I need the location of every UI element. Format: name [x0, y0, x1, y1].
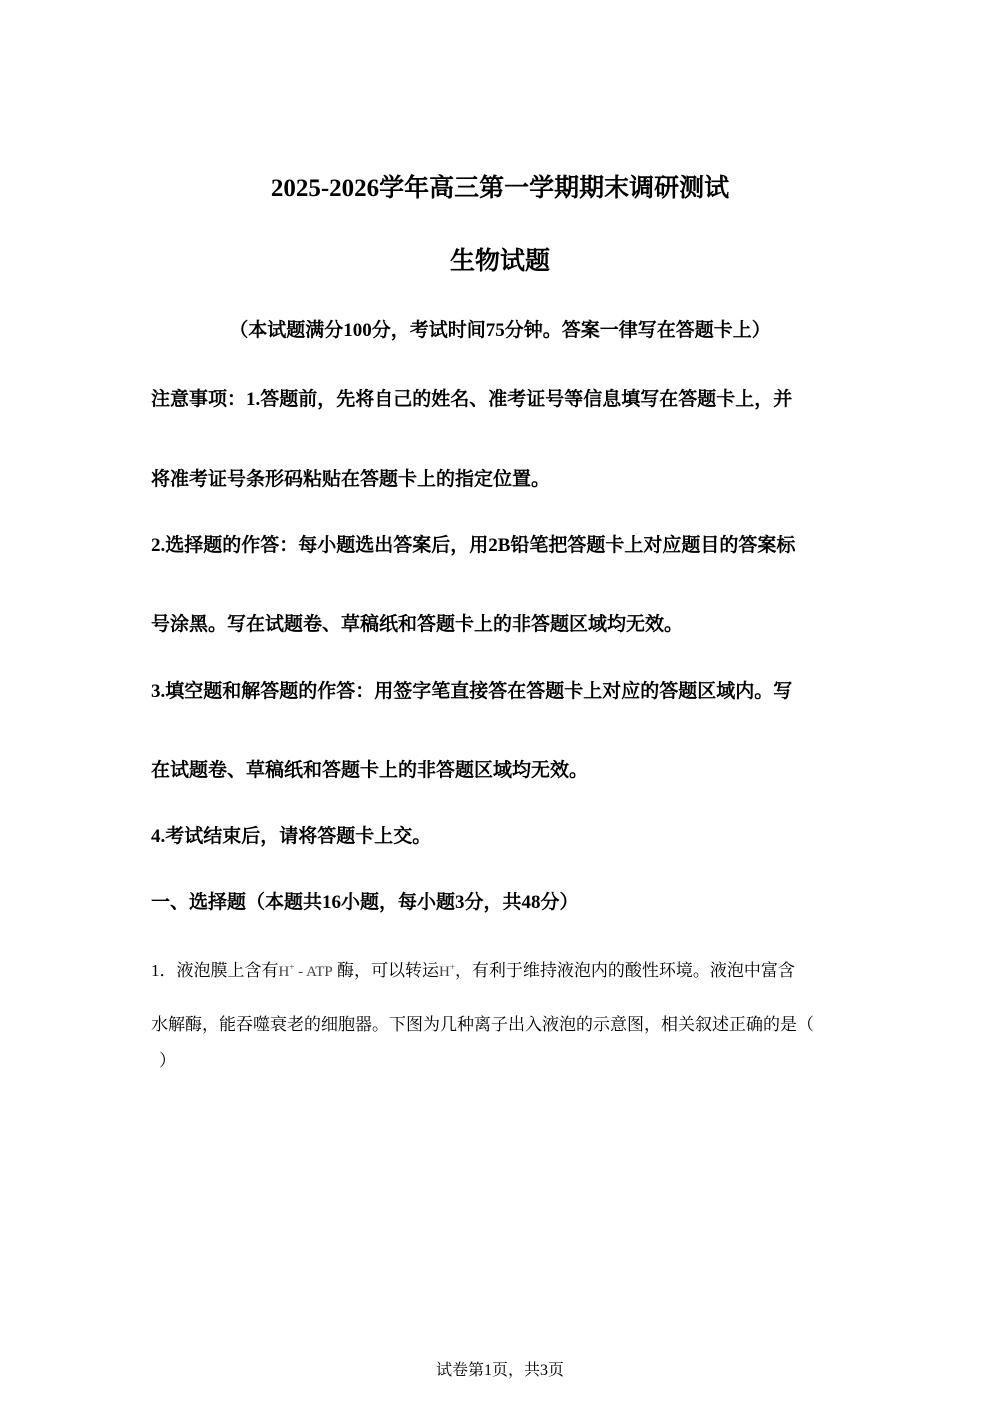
- notice-4: 4.考试结束后，请将答题卡上交。: [151, 826, 432, 847]
- question-1-text-c: ，有利于维持液泡内的酸性环境。液泡中富含: [454, 961, 795, 980]
- question-1-line-1: [151, 956, 795, 981]
- question-1-line-3: ）: [159, 1051, 176, 1070]
- notice-3-line-1: 3.填空题和解答题的作答：用签字笔直接答在答题卡上对应的答题区域内。写: [151, 681, 793, 702]
- notice-3-line-2: 在试题卷、草稿纸和答题卡上的非答题区域均无效。: [151, 760, 589, 781]
- subject-title: 生物试题: [449, 248, 550, 275]
- notice-2-line-1: 2.选择题的作答：每小题选出答案后，用2B铅笔把答题卡上对应题目的答案标: [151, 535, 796, 556]
- hydrogen-ion-label: H+ - ATP: [278, 962, 333, 980]
- notice-1-line-1: 注意事项：1.答题前，先将自己的姓名、准考证号等信息填写在答题卡上，并: [151, 389, 793, 410]
- exam-subtitle: （本试题满分100分，考试时间75分钟。答案一律写在答题卡上）: [229, 320, 771, 341]
- question-1-line-2: 水解酶，能吞噬衰老的细胞器。下图为几种离子出入液泡的示意图，相关叙述正确的是（: [151, 1015, 814, 1034]
- section-heading: 一、选择题（本题共16小题，每小题3分，共48分）: [151, 892, 579, 913]
- question-1-text-b: 酶，可以转运: [332, 961, 440, 980]
- notice-1-line-2: 将准考证号条形码粘贴在答题卡上的指定位置。: [151, 469, 551, 490]
- question-1-text-a: 1．液泡膜上含有: [151, 961, 279, 980]
- page-footer: 试卷第1页，共3页: [435, 1362, 564, 1379]
- exam-title: 2025-2026学年高三第一学期期末调研测试: [270, 175, 730, 202]
- hydrogen-ion-label-2: H+: [439, 962, 455, 980]
- notice-2-line-2: 号涂黑。写在试题卷、草稿纸和答题卡上的非答题区域均无效。: [151, 614, 684, 635]
